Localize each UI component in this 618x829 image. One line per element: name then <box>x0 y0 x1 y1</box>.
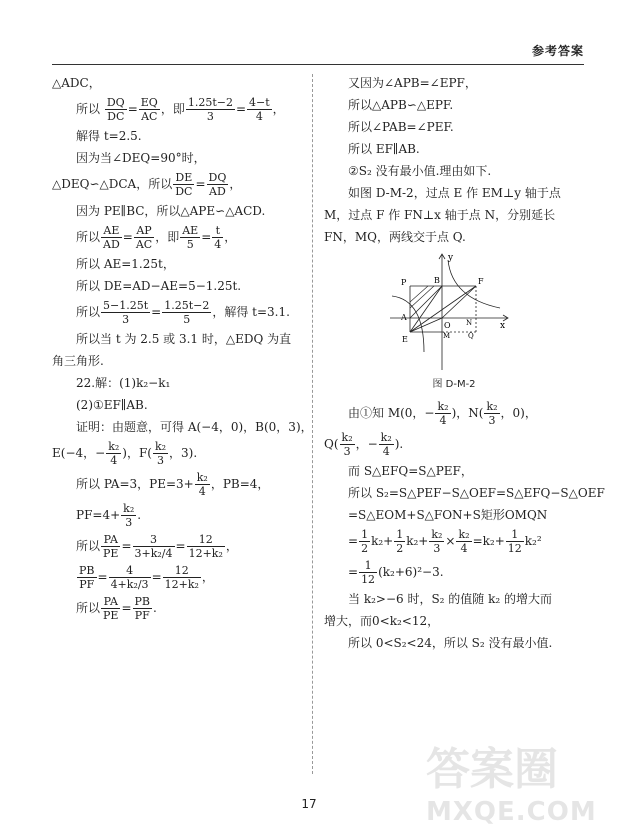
fraction: $\frac{\text{k₂}}{3}$ <box>341 431 353 458</box>
text-line: 所以∠PAB=∠PEF. <box>348 120 454 134</box>
text-line: 因为当∠DEQ=90°时， <box>76 151 206 165</box>
fraction: $\frac{\text{k₂}}{4}$ <box>437 400 449 427</box>
fraction: $\frac{4-t}{4}$ <box>249 96 270 123</box>
right-column <box>324 74 605 656</box>
text-line: 所以 $\frac{PA}{PE}$ = $\frac{PB}{PF}$ . <box>76 595 157 622</box>
fraction: $\frac{PA}{PE}$ <box>103 533 119 560</box>
fraction: $\frac{1.25t-2}{3}$ <box>187 96 233 123</box>
svg-text:y: y <box>448 253 454 263</box>
hyperbola-diagram <box>390 252 510 372</box>
text-line: 所以 $\frac{5-1.25t}{3}$ = $\frac{1.25t-2}{5}$ ，解得 t=3.1. <box>76 299 290 326</box>
fraction: $\frac{\text{k₂}}{3}$ <box>123 502 135 529</box>
text-line: 所以 $\frac{AE}{AD}$ = $\frac{AP}{AC}$ ，即 $\frac{AE}{5}$ = $\frac{t}{4}$ ， <box>76 224 237 251</box>
fraction: $\frac{\text{k₂}}{4}$ <box>458 528 470 555</box>
svg-text:O: O <box>444 321 451 330</box>
text-line: FN，MQ，两线交于点 Q. <box>324 230 466 244</box>
text-line: 当 k₂>−6 时，S₂ 的值随 k₂ 的增大而 <box>348 592 553 606</box>
text-line: 又因为∠APB=∠EPF， <box>348 76 477 90</box>
text-line: PF=4+ $\frac{\text{k₂}}{3}$ . <box>76 502 142 529</box>
text-line: △ADC， <box>52 76 101 90</box>
text-line: 所以当 t 为 2.5 或 3.1 时，△EDQ 为直 <box>76 332 292 346</box>
text-line: 所以 S₂=S△PEF−S△OEF=S△EFQ−S△OEF <box>348 486 605 500</box>
fraction: $\frac{PB}{PF}$ <box>134 595 151 622</box>
text-line: 所以 0<S₂<24，所以 S₂ 没有最小值. <box>348 636 553 650</box>
text-line: 所以 EF∥AB. <box>348 142 420 156</box>
svg-text:x: x <box>500 321 506 331</box>
text-line: M，过点 F 作 FN⊥x 轴于点 N，分别延长 <box>324 208 556 222</box>
fraction: $\frac{4}{\text{4+k₂/3}}$ <box>110 564 149 591</box>
page-number: 17 <box>301 797 317 811</box>
fraction: $\frac{1}{12}$ <box>361 559 376 586</box>
fraction: $\frac{t}{4}$ <box>214 224 222 251</box>
text-line: 所以 PA=3，PE=3+ $\frac{\text{k₂}}{4}$ ，PB=4， <box>76 471 270 498</box>
header-rule <box>52 64 584 65</box>
text-line: 所以 $\frac{PA}{PE}$ = $\frac{3}{\text{3+k₂/4}}$ = $\frac{12}{\text{12+k₂}}$ ， <box>76 533 238 560</box>
svg-text:M: M <box>443 332 451 340</box>
fraction: $\frac{1}{12}$ <box>507 528 522 555</box>
fraction: $\frac{AE}{AD}$ <box>103 224 120 251</box>
text-line: 22.解：(1)k₂−k₁ <box>76 376 171 390</box>
figure-caption: 图 D-M-2 <box>432 379 476 390</box>
text-line: 角三角形. <box>52 354 104 368</box>
fraction: $\frac{\text{k₂}}{3}$ <box>486 400 498 427</box>
text-line: 所以△APB∽△EPF. <box>348 98 454 112</box>
text-line: 而 S△EFQ=S△PEF， <box>348 464 473 478</box>
text-line: Q( $\frac{\text{k₂}}{3}$ ，− $\frac{\text{k₂}}{4}$ ). <box>324 431 404 458</box>
text-line: = $\frac{1}{2}$ k₂+ $\frac{1}{2}$ k₂+ $\frac{\text{k₂}}{3}$ × $\frac{\text{k₂}}{4}$ =k₂+ $\frac{1}{12}$ k₂² <box>348 528 542 555</box>
fraction: $\frac{1.25t-2}{5}$ <box>164 299 210 326</box>
fraction: $\frac{\text{k₂}}{3}$ <box>431 528 443 555</box>
watermark-url: MXQE.COM <box>426 797 597 827</box>
fraction: $\frac{EQ}{AC}$ <box>140 96 158 123</box>
svg-text:N: N <box>466 319 473 327</box>
svg-text:F: F <box>478 277 484 286</box>
text-line: 所以 AE=1.25t， <box>76 257 175 271</box>
text-line: (2)①EF∥AB. <box>76 398 148 412</box>
text-line: E(−4，− $\frac{\text{k₂}}{4}$ )，F( $\frac{\text{k₂}}{3}$ ，3). <box>52 440 198 467</box>
fraction: $\frac{DQ}{AD}$ <box>208 171 227 198</box>
text-line: ②S₂ 没有最小值.理由如下. <box>348 164 492 178</box>
left-column <box>52 74 313 626</box>
watermark-text: 答案圈 <box>426 744 558 795</box>
svg-text:E: E <box>402 335 408 344</box>
text-line: $\frac{PB}{PF}$ = $\frac{4}{\text{4+k₂/3}}$ = $\frac{12}{\text{12+k₂}}$ ， <box>79 564 214 591</box>
fraction: $\frac{12}{\text{12+k₂}}$ <box>164 564 199 591</box>
fraction: $\frac{\text{k₂}}{3}$ <box>154 440 167 467</box>
text-line: = $\frac{1}{12}$ (k₂+6)²−3. <box>348 559 444 586</box>
text-line: 由①知 M(0，− $\frac{\text{k₂}}{4}$ )，N( $\frac{\text{k₂}}{3}$ ，0)， <box>348 400 537 427</box>
text-line: 所以 $\frac{DQ}{DC}$ = $\frac{EQ}{AC}$ ，即 $\frac{1.25t-2}{3}$ = $\frac{4-t}{4}$ ， <box>76 96 285 123</box>
fraction: $\frac{3}{\text{3+k₂/4}}$ <box>134 533 173 560</box>
fraction: $\frac{DQ}{DC}$ <box>106 96 125 123</box>
text-line: 证明：由题意，可得 A(−4，0)，B(0，3)， <box>76 420 313 434</box>
text-line: =S△EOM+S△FON+S矩形OMQN <box>348 508 548 522</box>
fraction: $\frac{AE}{5}$ <box>182 224 199 251</box>
fraction: $\frac{\text{k₂}}{4}$ <box>108 440 120 467</box>
fraction: $\frac{\text{k₂}}{4}$ <box>380 431 392 458</box>
coordinate-figure <box>390 252 510 372</box>
fraction: $\frac{PA}{PE}$ <box>103 595 119 622</box>
watermark-logo <box>426 733 597 827</box>
fraction: $\frac{AP}{AC}$ <box>135 224 153 251</box>
svg-text:A: A <box>401 313 407 322</box>
text-line: 如图 D-M-2，过点 E 作 EM⊥y 轴于点 <box>348 186 561 200</box>
text-line: 增大，而0<k₂<12， <box>324 614 440 628</box>
fraction: $\frac{1}{2}$ <box>361 528 369 555</box>
fraction: $\frac{1}{2}$ <box>396 528 404 555</box>
fraction: $\frac{12}{\text{12+k₂}}$ <box>188 533 223 560</box>
page-header: 参考答案 <box>531 44 584 58</box>
svg-text:P: P <box>401 278 407 287</box>
text-line: △DEQ∽△DCA，所以 $\frac{DE}{DC}$ = $\frac{DQ}{AD}$ ， <box>52 171 242 198</box>
svg-text:Q: Q <box>468 332 474 340</box>
fraction: $\frac{DE}{DC}$ <box>175 171 193 198</box>
fraction: $\frac{PB}{PF}$ <box>79 564 95 591</box>
svg-text:B: B <box>434 276 440 285</box>
text-line: 解得 t=2.5. <box>76 129 142 143</box>
fraction: $\frac{5-1.25t}{3}$ <box>103 299 149 326</box>
text-line: 所以 DE=AD−AE=5−1.25t. <box>76 279 242 293</box>
text-line: 因为 PE∥BC，所以△APE∽△ACD. <box>76 204 266 218</box>
fraction: $\frac{\text{k₂}}{4}$ <box>196 471 208 498</box>
